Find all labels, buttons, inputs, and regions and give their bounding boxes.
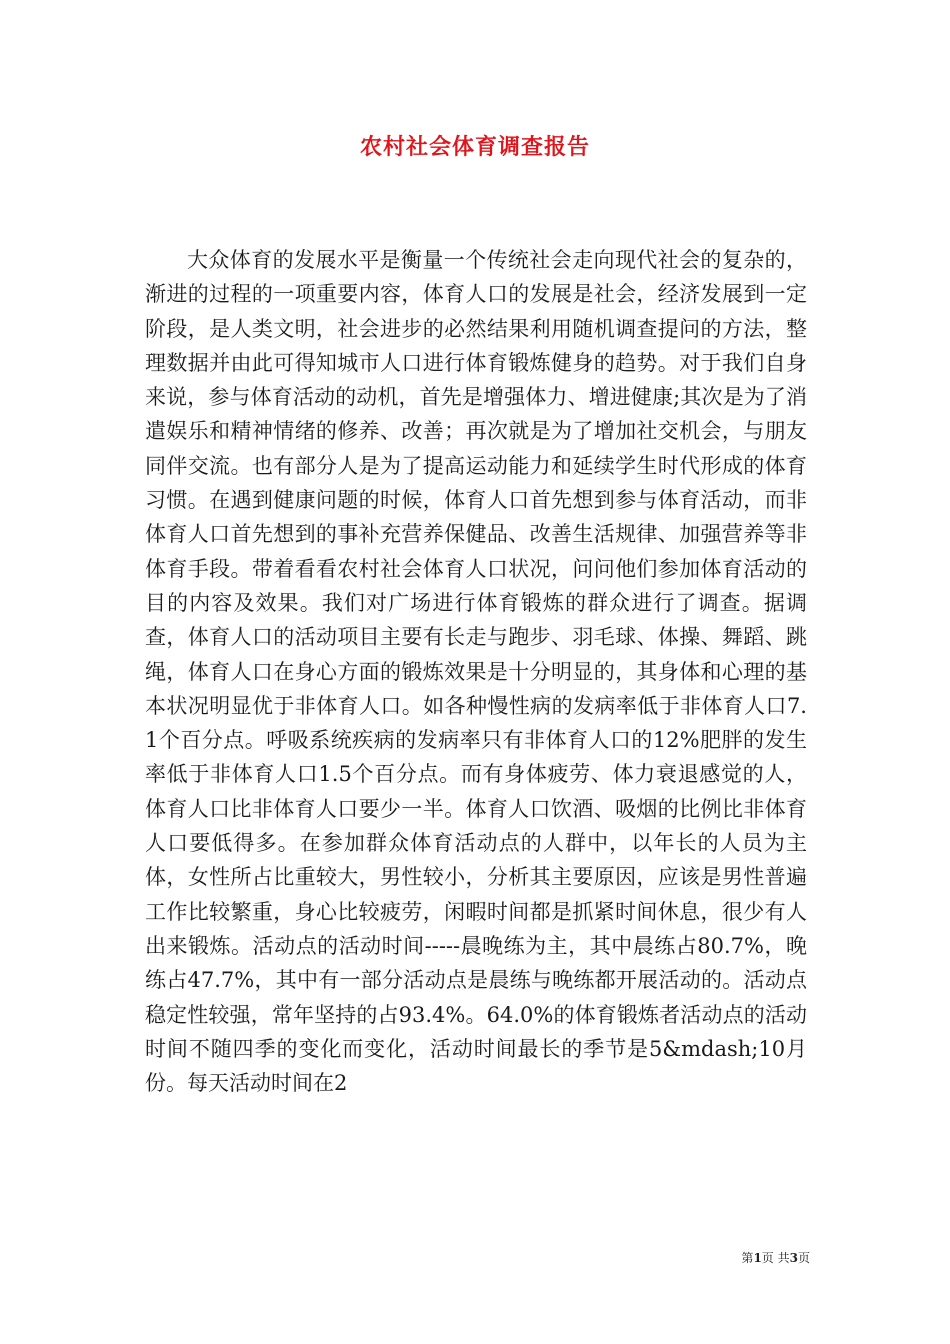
body-paragraph: 大众体育的发展水平是衡量一个传统社会走向现代社会的复杂的，渐进的过程的一项重要内容，体育人口的发展是社会，经济发展到一定阶段，是人类文明，社会进步的必然结果利用随机调查提问的方法，整理数据并由此可得知城市人口进行体育锻炼健身的趋势。对于我们自身来说，参与体育活动的动机，首先是增强体力、增进健康;其次是为了消遣娱乐和精神情绪的修养、改善；再次就是为了增加社交机会，与朋友同伴交流。也有部分人是为了提高运动能力和延续学生时代形成的体育习惯。在遇到健康问题的时候，体育人口首先想到参与体育活动，而非体育人口首先想到的事补充营养保健品、改善生活规律、加强营养等非体育手段。带着看看农村社会体育人口状况，问问他们参加体育活动的目的内容及效果。我们对广场进行体育锻炼的群众进行了调查。据调查，体育人口的活动项目主要有长走与跑步、羽毛球、体操、舞蹈、跳绳，体育人口在身心方面的锻炼效果是十分明显的，其身体和心理的基本状况明显优于非体育人口。如各种慢性病的发病率低于非体育人口7.1个百分点。呼吸系统疾病的发病率只有非体育人口的12%肥胖的发生率低于非体育人口1.5个百分点。而有身体疲劳、体力衰退感觉的人，体育人口比非体育人口要少一半。体育人口饮酒、吸烟的比例比非体育人口要低得多。在参加群众体育活动点的人群中，以年长的人员为主体，女性所占比重较大，男性较小，分析其主要原因，应该是男性普遍工作比较繁重，身心比较疲劳，闲暇时间都是抓紧时间休息，很少有人出来锻炼。活动点的活动时间-----晨晚练为主，其中晨练占80.7%，晚练占47.7%，其中有一部分活动点是晨练与晚练都开展活动的。活动点稳定性较强，常年坚持的占93.4%。64.0%的体育锻炼者活动点的活动时间不随四季的变化而变化，活动时间最长的季节是5&mdash;10月份。每天活动时间在2 (145, 248, 807, 1096)
footer-prefix: 第 (741, 1251, 754, 1265)
document-title: 农村社会体育调查报告 (359, 134, 590, 160)
page-footer (700, 1249, 810, 1266)
footer-suffix: 页 (797, 1251, 810, 1265)
footer-current-page: 1 (753, 1251, 762, 1265)
footer-middle: 页 共 (761, 1251, 790, 1265)
footer-total-pages: 3 (789, 1251, 798, 1265)
